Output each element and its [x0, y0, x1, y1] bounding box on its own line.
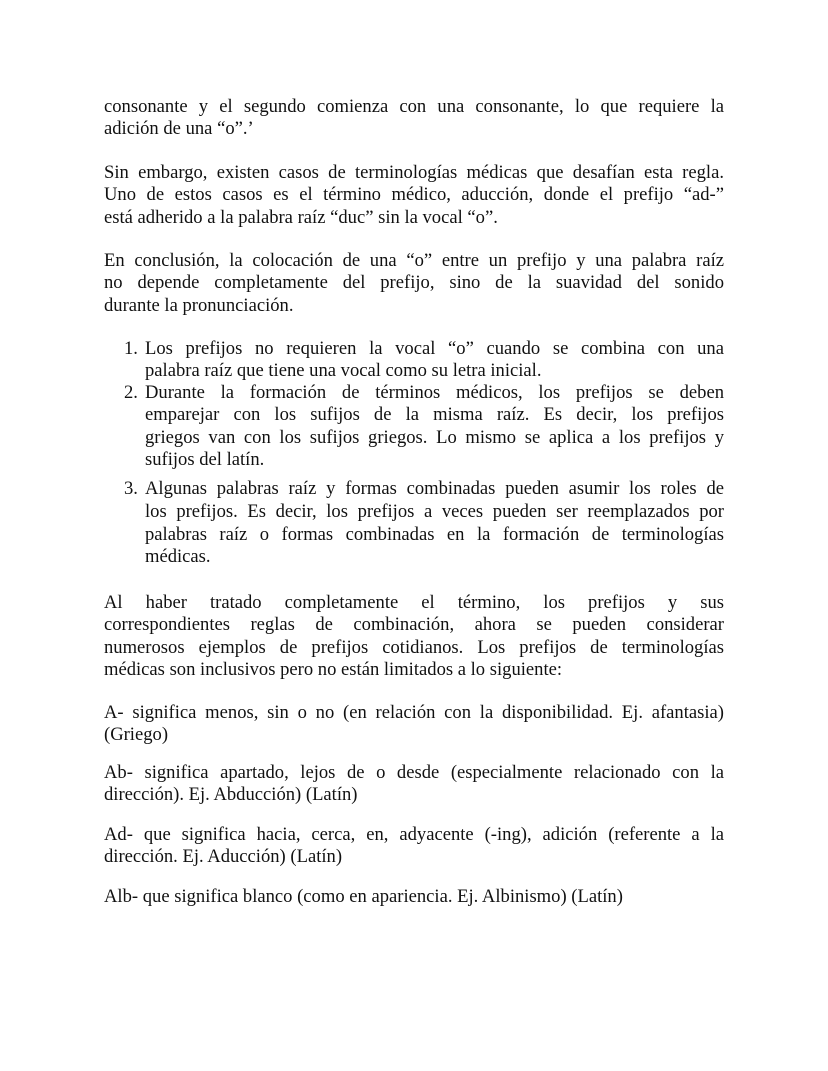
text-line: En conclusión, la colocación de una “o” entre un prefijo y una palabra raíz — [104, 250, 724, 271]
text-line: Algunas palabras raíz y formas combinadas pueden asumir los roles de — [145, 478, 724, 499]
text-line: emparejar con los sufijos de la misma raíz. Es decir, los prefijos — [145, 404, 724, 426]
paragraph-2 — [104, 162, 724, 229]
text-line: Uno de estos casos es el término médico, aducción, donde el prefijo “ad-” — [104, 184, 724, 206]
list-number: 2. — [124, 382, 138, 403]
text-line: Alb- que significa blanco (como en apariencia. Ej. Albinismo) (Latín) — [104, 886, 623, 907]
text-line: Durante la formación de términos médicos, los prefijos se deben — [145, 382, 724, 403]
text-line: palabra raíz que tiene una vocal como su letra inicial. — [145, 360, 542, 382]
paragraph-intro — [104, 592, 724, 682]
paragraph-1 — [104, 96, 724, 141]
text-line: adición de una “o”.’ — [104, 118, 254, 140]
text-line: no depende completamente del prefijo, sino de la suavidad del sonido — [104, 272, 724, 294]
text-line: Los prefijos no requieren la vocal “o” cuando se combina con una — [145, 338, 724, 359]
text-line: griegos van con los sufijos griegos. Lo mismo se aplica a los prefijos y — [145, 426, 724, 448]
text-line: dirección. Ej. Aducción) (Latín) — [104, 846, 343, 868]
prefix-entry-alb — [104, 886, 724, 908]
text-line: durante la pronunciación. — [104, 294, 294, 316]
text-line: numerosos ejemplos de prefijos cotidianos. Los prefijos de terminologías — [104, 636, 724, 658]
text-line: sufijos del latín. — [145, 449, 265, 471]
text-line: palabras raíz o formas combinadas en la formación de terminologías — [145, 523, 724, 545]
text-line: correspondientes reglas de combinación, ahora se pueden considerar — [104, 614, 724, 636]
text-line: los prefijos. Es decir, los prefijos a veces pueden ser reemplazados por — [145, 500, 724, 522]
text-line: A- significa menos, sin o no (en relación con la disponibilidad. Ej. afantasia) — [104, 702, 724, 723]
text-line: médicas son inclusivos pero no están limitados a lo siguiente: — [104, 659, 563, 681]
prefix-entry-a — [104, 702, 724, 747]
paragraph-3 — [104, 250, 724, 317]
text-line: está adherido a la palabra raíz “duc” sin la vocal “o”. — [104, 206, 498, 228]
text-line: consonante y el segundo comienza con una consonante, lo que requiere la — [104, 96, 724, 117]
text-line: Ab- significa apartado, lejos de o desde (especialmente relacionado con la — [104, 762, 724, 783]
text-line: médicas. — [145, 546, 211, 568]
text-line: Sin embargo, existen casos de terminologías médicas que desafían esta regla. — [104, 162, 724, 183]
text-line: dirección). Ej. Abducción) (Latín) — [104, 784, 358, 806]
text-line: Ad- que significa hacia, cerca, en, adyacente (-ing), adición (referente a la — [104, 824, 724, 845]
prefix-entry-ab — [104, 762, 724, 807]
prefix-entry-ad — [104, 824, 724, 869]
text-line: Al haber tratado completamente el término, los prefijos y sus — [104, 592, 724, 613]
text-line: (Griego) — [104, 724, 169, 746]
list-number: 1. — [124, 338, 138, 359]
list-number: 3. — [124, 478, 138, 499]
